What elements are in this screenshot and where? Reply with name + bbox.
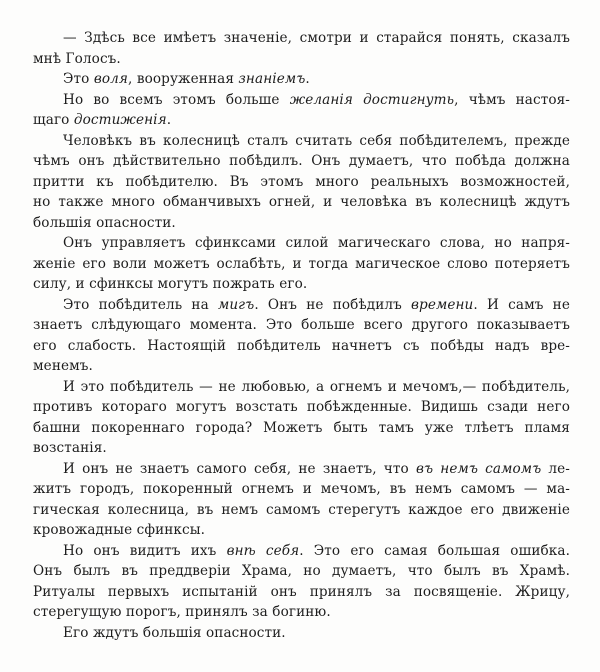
- text-line: [33, 438, 570, 459]
- text-line: [33, 500, 570, 521]
- text-segment: — Здѣсь все имѣетъ значеніе, смотри и старайся понять, сказалъ: [63, 30, 570, 46]
- text-segment: чѣмъ онъ дѣйствительно побѣдилъ. Онъ думаетъ, что побѣда должна: [33, 153, 570, 169]
- text-segment: Человѣкъ въ колесницѣ сталъ считать себя побѣдителемъ, прежде: [63, 132, 570, 149]
- text-segment: . И самъ не: [473, 296, 570, 313]
- italic-text-segment: знаніемъ: [238, 71, 306, 87]
- text-segment: .: [166, 112, 172, 128]
- text-segment: менемъ.: [33, 358, 93, 374]
- text-segment: , вооруженная: [127, 71, 239, 87]
- text-line: [33, 459, 570, 480]
- text-line: [33, 192, 570, 213]
- text-line: [33, 479, 570, 500]
- text-line: [33, 28, 570, 49]
- text-segment: Это: [63, 71, 94, 87]
- text-block: [33, 28, 570, 643]
- italic-text-segment: достиженія: [73, 112, 167, 128]
- text-segment: знаетъ слѣдующаго момента. Это больше всего другого показываетъ: [33, 317, 570, 333]
- text-line: [33, 541, 570, 562]
- text-segment: Ритуалы первыхъ испытаній онъ принялъ за посвященіе. Жрицу,: [33, 583, 570, 600]
- italic-text-segment: желанія достигнуть: [289, 91, 455, 108]
- text-line: [33, 295, 570, 316]
- text-segment: ле-: [541, 460, 570, 477]
- text-segment: Онъ былъ въ преддверіи Храма, но думаетъ, что былъ въ Храмѣ.: [33, 563, 570, 579]
- text-line: [33, 397, 570, 418]
- italic-text-segment: внѣ себя: [226, 542, 300, 559]
- text-segment: но также много обманчивыхъ огней, и человѣка въ колесницѣ ждутъ: [33, 194, 570, 210]
- text-line: [33, 623, 570, 644]
- text-line: [33, 213, 570, 234]
- text-line: [33, 315, 570, 336]
- text-segment: Но во всемъ этомъ больше: [63, 91, 290, 108]
- text-line: [33, 49, 570, 70]
- text-segment: И это побѣдитель — не любовью, а огнемъ и мечомъ,— побѣдитель,: [63, 378, 570, 395]
- text-segment: башни покореннаго города? Можетъ быть тамъ уже тлѣетъ пламя: [33, 419, 570, 436]
- text-line: [33, 131, 570, 152]
- text-line: [33, 602, 570, 623]
- text-line: [33, 356, 570, 377]
- text-line: [33, 582, 570, 603]
- text-line: [33, 336, 570, 357]
- text-segment: . Это его самая большая ошибка.: [299, 542, 570, 559]
- italic-text-segment: воля: [93, 71, 128, 87]
- text-segment: Онъ управляетъ сфинксами силой магическаго слова, но напря-: [63, 235, 570, 251]
- text-segment: житъ городъ, покоренный огнемъ и мечомъ, въ немъ самомъ — ма-: [33, 481, 570, 497]
- text-segment: Это побѣдитель на: [63, 296, 218, 313]
- text-segment: Но онъ видитъ ихъ: [63, 542, 227, 559]
- text-segment: мнѣ Голосъ.: [33, 50, 121, 67]
- text-segment: противъ котораго могутъ возстать побѣжденные. Видишь сзади него: [33, 399, 570, 415]
- text-line: [33, 561, 570, 582]
- text-line: [33, 254, 570, 275]
- text-segment: гическая колесница, въ немъ самомъ стерегутъ каждое его движеніе: [33, 501, 570, 518]
- text-line: [33, 520, 570, 541]
- italic-text-segment: въ немъ самомъ: [415, 460, 542, 477]
- text-line: [33, 233, 570, 254]
- text-segment: , чѣмъ настоя-: [454, 91, 570, 108]
- text-segment: . Онъ не побѣдилъ: [254, 296, 412, 313]
- text-segment: И онъ не знаетъ самого себя, не знаетъ, что: [63, 460, 416, 477]
- text-segment: возстанія.: [33, 440, 107, 456]
- text-line: [33, 274, 570, 295]
- text-segment: стерегущую порогъ, принялъ за богиню.: [33, 604, 331, 620]
- text-segment: большія опасности.: [33, 214, 176, 231]
- text-segment: щаго: [33, 112, 74, 128]
- text-segment: женіе его воли можетъ ослабѣть, и тогда магическое слово потеряетъ: [33, 255, 570, 272]
- text-segment: .: [305, 71, 310, 87]
- text-segment: силу, и сфинксы могутъ пожрать его.: [33, 276, 308, 292]
- text-line: [33, 418, 570, 439]
- text-line: [33, 69, 570, 90]
- italic-text-segment: мигъ: [217, 296, 255, 313]
- text-segment: кровожадные сфинксы.: [33, 522, 206, 538]
- italic-text-segment: времени: [411, 296, 474, 313]
- text-line: [33, 90, 570, 111]
- text-segment: его слабость. Настоящій побѣдитель начнетъ съ побѣды надъ вре-: [33, 337, 570, 354]
- text-line: [33, 151, 570, 172]
- text-line: [33, 377, 570, 398]
- text-line: [33, 110, 570, 131]
- text-segment: Его ждутъ большія опасности.: [63, 624, 286, 641]
- text-segment: притти къ побѣдителю. Въ этомъ много реальныхъ возможностей,: [33, 173, 570, 190]
- text-line: [33, 172, 570, 193]
